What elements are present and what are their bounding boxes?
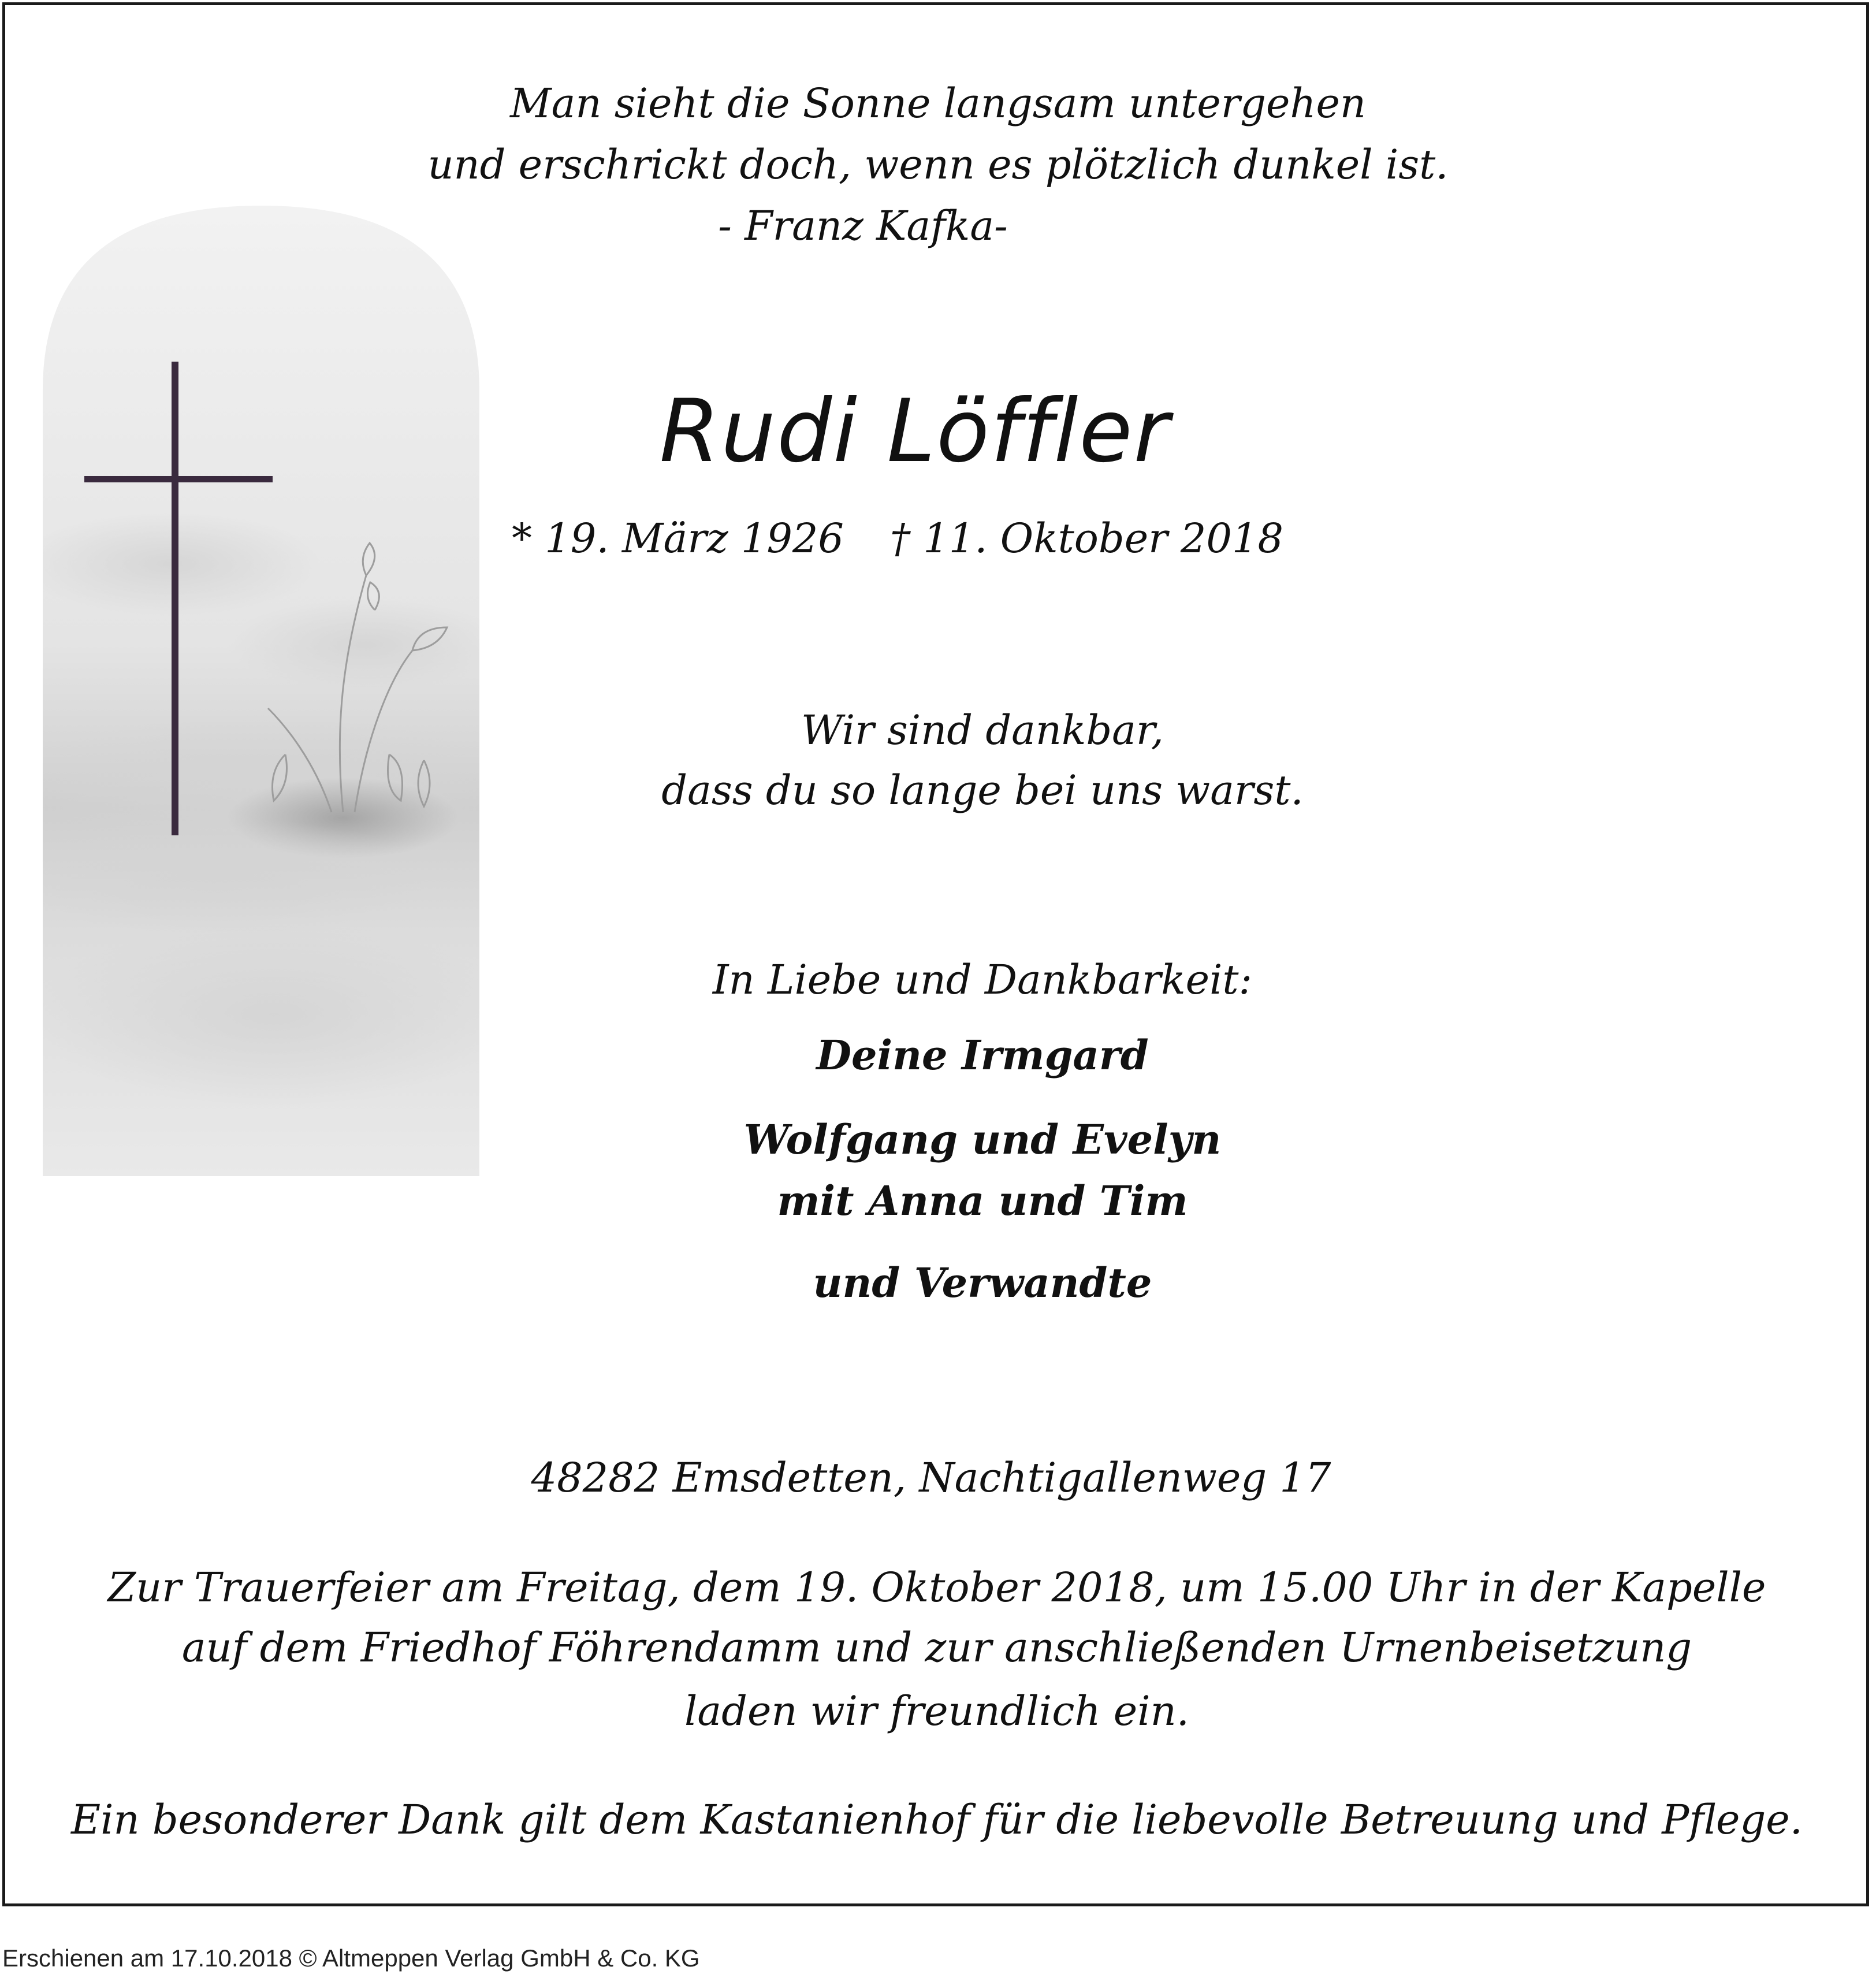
address: 48282 Emsdetten, Nachtigallenweg 17: [531, 1454, 1331, 1501]
quote-line-1: Man sieht die Sonne langsam untergehen: [509, 80, 1367, 127]
quote-line-2: und erschrickt doch, wenn es plötzlich dunkel ist.: [427, 141, 1449, 188]
death-date: † 11. Oktober 2018: [889, 515, 1283, 562]
mourner-4: und Verwandte: [813, 1259, 1152, 1307]
deceased-name: Rudi Löffler: [659, 381, 1171, 482]
gratitude-line-2: dass du so lange bei uns warst.: [661, 767, 1304, 814]
ceremony-line-2: auf dem Friedhof Föhrendamm und zur anschließenden Urnenbeisetzung: [181, 1624, 1692, 1671]
mourners-intro: In Liebe und Dankbarkeit:: [712, 956, 1253, 1003]
publication-footer: Erschienen am 17.10.2018 © Altmeppen Verlag GmbH & Co. KG: [2, 1944, 700, 1972]
birth-date: * 19. März 1926: [512, 515, 844, 562]
ceremony-line-3: laden wir freundlich ein.: [684, 1687, 1189, 1735]
ceremony-line-1: Zur Trauerfeier am Freitag, dem 19. Oktober 2018, um 15.00 Uhr in der Kapelle: [107, 1564, 1766, 1611]
thanks-line: Ein besonderer Dank gilt dem Kastanienhof für die liebevolle Betreuung und Pflege.: [71, 1796, 1803, 1843]
quote-author: - Franz Kafka-: [718, 202, 1008, 250]
mourner-1: Deine Irmgard: [816, 1031, 1149, 1079]
life-dates: [0, 508, 1836, 568]
mourner-3: mit Anna und Tim: [777, 1177, 1188, 1225]
mourner-2: Wolfgang und Evelyn: [743, 1116, 1222, 1163]
gratitude-line-1: Wir sind dankbar,: [801, 707, 1164, 754]
